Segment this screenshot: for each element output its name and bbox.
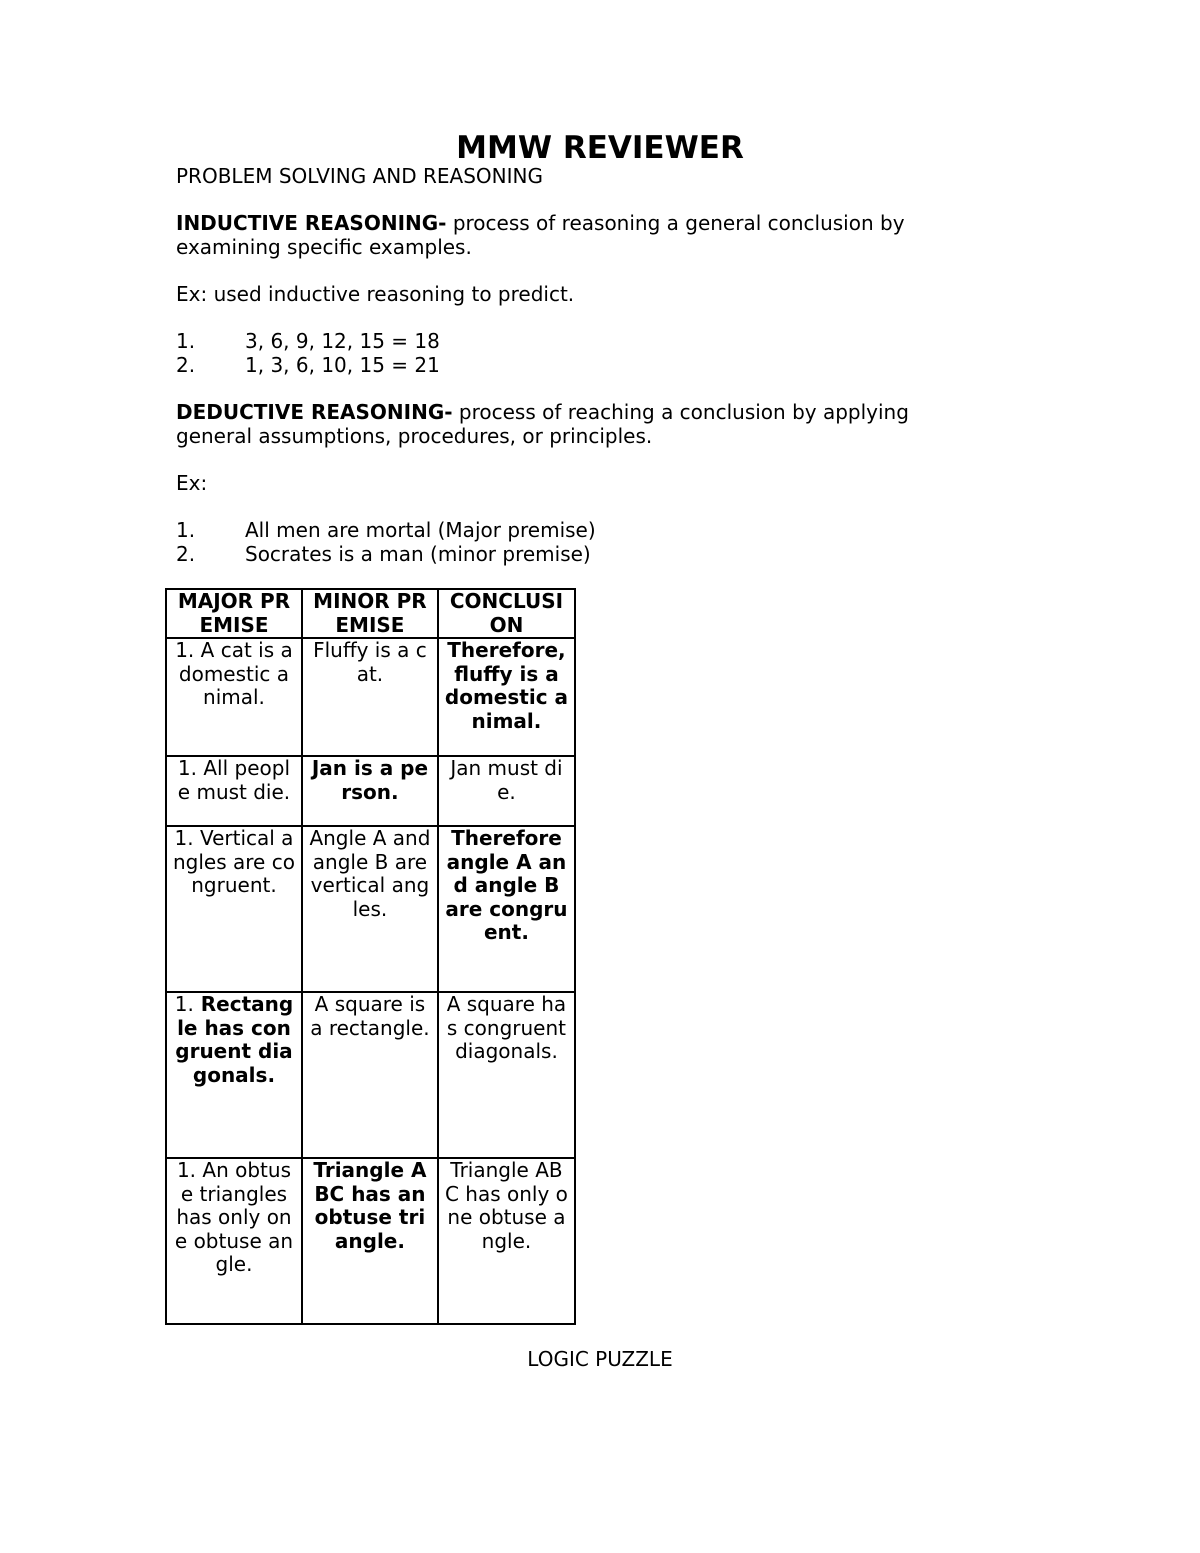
inductive-example-2-text: 1, 3, 6, 10, 15 = 21 (245, 353, 440, 377)
conclusion-cell: Therefore angle A and angle B are congruent. (438, 826, 575, 992)
conclusion-cell: Jan must die. (438, 756, 575, 826)
major-premise-cell (166, 638, 302, 756)
inductive-term: INDUCTIVE REASONING- (176, 211, 447, 235)
section-heading: PROBLEM SOLVING AND REASONING (176, 164, 543, 188)
major-premise-text: All people must die. (177, 756, 291, 804)
table-header-row (166, 589, 575, 638)
deductive-example-1-num: 1. (176, 518, 196, 542)
header-minor-premise: MINOR PREMISE (302, 589, 438, 638)
major-premise-text: An obtuse triangles has only one obtuse angle. (174, 1158, 294, 1276)
deductive-definition-line2: general assumptions, procedures, or principles. (176, 424, 653, 448)
minor-premise-cell: Triangle ABC has an obtuse triangle. (302, 1158, 438, 1324)
deductive-term: DEDUCTIVE REASONING- (176, 400, 453, 424)
minor-premise-cell: Angle A and angle B are vertical angles. (302, 826, 438, 992)
deductive-example-intro: Ex: (176, 471, 208, 495)
row-number: 1. (175, 638, 195, 662)
syllogism-table (165, 588, 576, 1325)
major-premise-cell (166, 756, 302, 826)
logic-puzzle-heading: LOGIC PUZZLE (527, 1347, 673, 1371)
table-row (166, 992, 575, 1158)
minor-premise-cell: Jan is a person. (302, 756, 438, 826)
major-premise-text: Rectangle has congruent diagonals. (175, 992, 294, 1087)
table-row (166, 756, 575, 826)
major-premise-text: A cat is a domestic animal. (178, 638, 293, 709)
deductive-example-2-num: 2. (176, 542, 196, 566)
minor-premise-cell: A square is a rectangle. (302, 992, 438, 1158)
deductive-def-text: process of reaching a conclusion by applying (452, 400, 909, 424)
major-premise-cell (166, 1158, 302, 1324)
minor-premise-cell: Fluffy is a cat. (302, 638, 438, 756)
conclusion-cell: Therefore, fluffy is a domestic animal. (438, 638, 575, 756)
row-number: 1. (176, 1158, 197, 1182)
inductive-example-intro: Ex: used inductive reasoning to predict. (176, 282, 575, 306)
inductive-example-1-num: 1. (176, 329, 196, 353)
inductive-example-2-num: 2. (176, 353, 196, 377)
row-number: 1. (177, 756, 198, 780)
inductive-example-1-text: 3, 6, 9, 12, 15 = 18 (245, 329, 440, 353)
header-major-premise: MAJOR PREMISE (166, 589, 302, 638)
major-premise-cell (166, 826, 302, 992)
table-row (166, 638, 575, 756)
row-number: 1. (174, 992, 194, 1016)
document-title: MMW REVIEWER (456, 130, 744, 166)
deductive-example-1-text: All men are mortal (Major premise) (245, 518, 596, 542)
inductive-def-text: process of reasoning a general conclusion by (446, 211, 905, 235)
inductive-definition-line2: examining specific examples. (176, 235, 472, 259)
header-conclusion: CONCLUSION (438, 589, 575, 638)
deductive-definition-line1 (176, 400, 909, 424)
major-premise-cell (166, 992, 302, 1158)
inductive-definition-line1 (176, 211, 905, 235)
conclusion-cell: Triangle ABC has only one obtuse angle. (438, 1158, 575, 1324)
row-number: 1. (174, 826, 194, 850)
deductive-example-2-text: Socrates is a man (minor premise) (245, 542, 591, 566)
table-row (166, 1158, 575, 1324)
table-row (166, 826, 575, 992)
conclusion-cell: A square has congruent diagonals. (438, 992, 575, 1158)
major-premise-text: Vertical angles are congruent. (173, 826, 295, 897)
